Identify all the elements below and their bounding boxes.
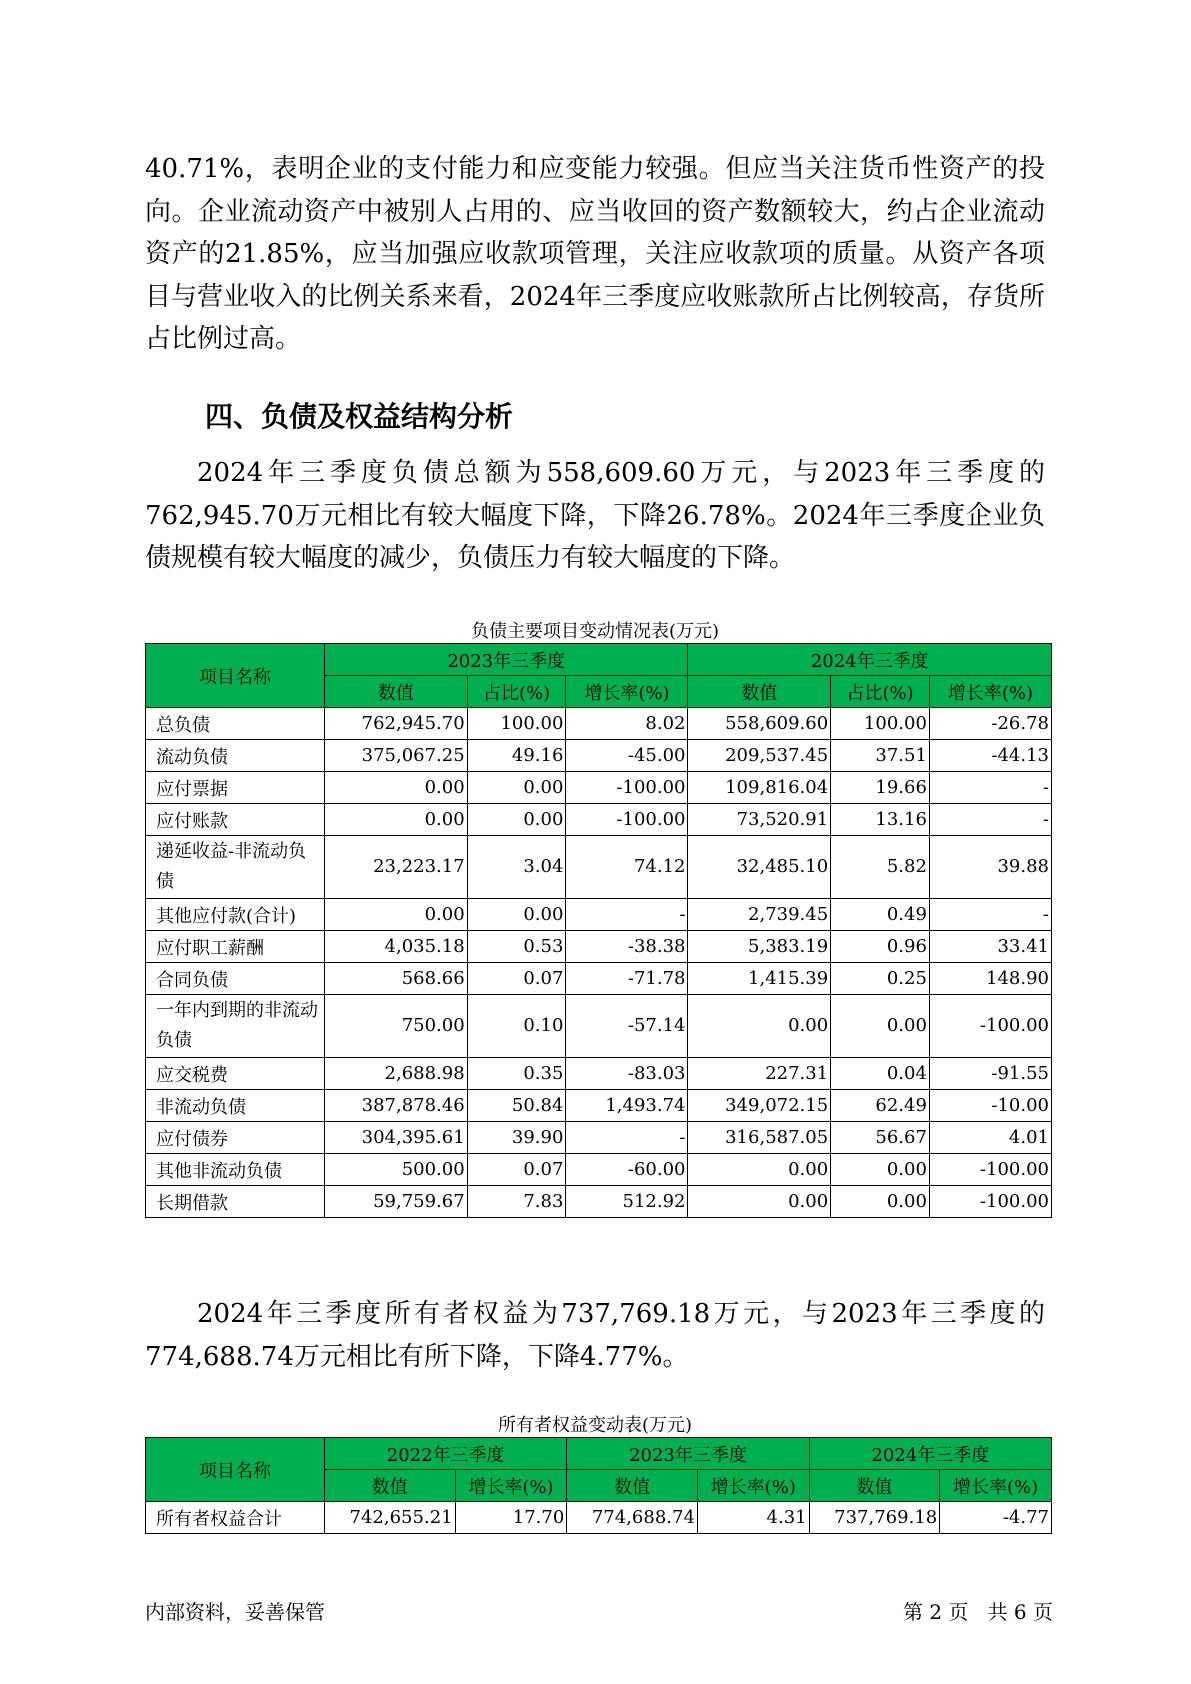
cell-value: 0.00 [831,995,930,1058]
cell-value: 33.41 [929,931,1051,963]
cell-value: 568.66 [325,963,468,995]
cell-value: 148.90 [929,963,1051,995]
col-header-period-2022: 2022年三季度 [325,1438,567,1470]
liability-table [145,643,1052,1218]
col-header-period-2024: 2024年三季度 [688,644,1052,676]
row-label: 应交税费 [146,1058,325,1090]
cell-value: 109,816.04 [688,772,831,804]
cell-value: - [929,804,1051,836]
table-row [146,899,1052,931]
cell-value: 774,688.74 [567,1502,698,1534]
sub-header: 数值 [567,1470,698,1502]
cell-value: 0.35 [467,1058,566,1090]
cell-value: 737,769.18 [809,1502,940,1534]
cell-value: 742,655.21 [325,1502,456,1534]
sub-header: 占比(%) [831,676,930,708]
table-row [146,995,1052,1058]
col-header-item: 项目名称 [146,644,325,708]
footer-page-number: 第 2 页 共 6 页 [903,1600,1053,1624]
row-label: 应付债券 [146,1122,325,1154]
col-header-period-2023: 2023年三季度 [325,644,688,676]
cell-value: 387,878.46 [325,1090,468,1122]
sub-header: 增长率(%) [940,1470,1052,1502]
cell-value: 0.00 [325,804,468,836]
cell-value: 19.66 [831,772,930,804]
cell-value: 13.16 [831,804,930,836]
cell-value: 512.92 [566,1186,688,1218]
cell-value: 8.02 [566,708,688,740]
footer-confidential-note: 内部资料，妥善保管 [145,1600,325,1624]
cell-value: 304,395.61 [325,1122,468,1154]
cell-value: 0.96 [831,931,930,963]
cell-value: -60.00 [566,1154,688,1186]
cell-value: 0.00 [831,1154,930,1186]
cell-value: -100.00 [929,1186,1051,1218]
sub-header: 数值 [325,676,468,708]
table-row [146,1090,1052,1122]
cell-value: - [929,899,1051,931]
cell-value: -71.78 [566,963,688,995]
table-row [146,836,1052,899]
cell-value: 0.00 [467,899,566,931]
cell-value: 375,067.25 [325,740,468,772]
cell-value: 0.07 [467,963,566,995]
cell-value: -38.38 [566,931,688,963]
cell-value: 227.31 [688,1058,831,1090]
cell-value: 5,383.19 [688,931,831,963]
cell-value: 500.00 [325,1154,468,1186]
cell-value: 56.67 [831,1122,930,1154]
row-label: 其他应付款(合计) [146,899,325,931]
paragraph-liability-summary: 2024年三季度负债总额为558,609.60万元，与2023年三季度的762,945.70万元相比有较大幅度下降，下降26.78%。2024年三季度企业负债规模有较大幅度的减少，负债压力有较大幅度的下降。 [145,458,1045,573]
cell-value: 17.70 [455,1502,567,1534]
cell-value: 0.25 [831,963,930,995]
cell-value: 39.90 [467,1122,566,1154]
cell-value: - [929,772,1051,804]
paragraph-asset-summary: 40.71%，表明企业的支付能力和应变能力较强。但应当关注货币性资产的投向。企业流动资产中被别人占用的、应当收回的资产数额较大，约占企业流动资产的21.85%，应当加强应收款项管理，关注应收款项的质量。从资产各项目与营业收入的比例关系来看，2024年三季度应收账款所占比例较高，存货所占比例过高。 [145,154,1045,354]
row-label: 应付账款 [146,804,325,836]
cell-value: 750.00 [325,995,468,1058]
section-heading: 四、负债及权益结构分析 [205,400,514,433]
table-row [146,1502,1052,1534]
row-label: 所有者权益合计 [146,1502,325,1534]
cell-value: 1,493.74 [566,1090,688,1122]
table-row [146,1154,1052,1186]
table-row [146,772,1052,804]
cell-value: 0.00 [688,1186,831,1218]
cell-value: -83.03 [566,1058,688,1090]
cell-value: 0.53 [467,931,566,963]
cell-value: 349,072.15 [688,1090,831,1122]
cell-value: -100.00 [566,772,688,804]
sub-header: 数值 [325,1470,456,1502]
col-header-item: 项目名称 [146,1438,325,1502]
sub-header: 增长率(%) [566,676,688,708]
cell-value: 59,759.67 [325,1186,468,1218]
cell-value: 0.07 [467,1154,566,1186]
cell-value: 209,537.45 [688,740,831,772]
cell-value: 62.49 [831,1090,930,1122]
cell-value: 1,415.39 [688,963,831,995]
row-label: 非流动负债 [146,1090,325,1122]
row-label: 流动负债 [146,740,325,772]
cell-value: -100.00 [929,995,1051,1058]
col-header-period-2023: 2023年三季度 [567,1438,809,1470]
cell-value: 2,739.45 [688,899,831,931]
cell-value: -26.78 [929,708,1051,740]
cell-value: - [566,899,688,931]
cell-value: - [566,1122,688,1154]
cell-value: -100.00 [929,1154,1051,1186]
cell-value: -45.00 [566,740,688,772]
paragraph-equity-summary: 2024年三季度所有者权益为737,769.18万元，与2023年三季度的774,688.74万元相比有所下降，下降4.77%。 [145,1299,1045,1372]
equity-table [145,1437,1052,1534]
cell-value: -100.00 [566,804,688,836]
col-header-period-2024: 2024年三季度 [809,1438,1051,1470]
table2-caption: 所有者权益变动表(万元) [497,1415,693,1436]
cell-value: 5.82 [831,836,930,899]
cell-value: 0.00 [467,804,566,836]
cell-value: 73,520.91 [688,804,831,836]
cell-value: 558,609.60 [688,708,831,740]
cell-value: 0.00 [325,772,468,804]
row-label: 合同负债 [146,963,325,995]
table-row [146,708,1052,740]
sub-header: 增长率(%) [455,1470,567,1502]
table-row [146,804,1052,836]
cell-value: 0.00 [688,1154,831,1186]
sub-header: 占比(%) [467,676,566,708]
row-label: 递延收益-非流动负债 [146,836,325,899]
cell-value: 7.83 [467,1186,566,1218]
row-label: 一年内到期的非流动负债 [146,995,325,1058]
cell-value: -44.13 [929,740,1051,772]
cell-value: -10.00 [929,1090,1051,1122]
row-label: 其他非流动负债 [146,1154,325,1186]
cell-value: 0.49 [831,899,930,931]
cell-value: 762,945.70 [325,708,468,740]
table-row [146,1122,1052,1154]
cell-value: 37.51 [831,740,930,772]
cell-value: 39.88 [929,836,1051,899]
cell-value: 32,485.10 [688,836,831,899]
cell-value: -4.77 [940,1502,1052,1534]
cell-value: 0.00 [467,772,566,804]
cell-value: 0.00 [688,995,831,1058]
cell-value: 50.84 [467,1090,566,1122]
table-row [146,1058,1052,1090]
cell-value: 0.10 [467,995,566,1058]
row-label: 长期借款 [146,1186,325,1218]
sub-header: 数值 [809,1470,940,1502]
cell-value: 4.01 [929,1122,1051,1154]
cell-value: 74.12 [566,836,688,899]
cell-value: 2,688.98 [325,1058,468,1090]
cell-value: 100.00 [831,708,930,740]
table-row [146,963,1052,995]
table-row [146,931,1052,963]
cell-value: -57.14 [566,995,688,1058]
cell-value: 49.16 [467,740,566,772]
sub-header: 增长率(%) [697,1470,809,1502]
cell-value: 4.31 [697,1502,809,1534]
cell-value: 316,587.05 [688,1122,831,1154]
row-label: 应付职工薪酬 [146,931,325,963]
cell-value: -91.55 [929,1058,1051,1090]
table-row [146,1186,1052,1218]
cell-value: 23,223.17 [325,836,468,899]
row-label: 应付票据 [146,772,325,804]
cell-value: 3.04 [467,836,566,899]
row-label: 总负债 [146,708,325,740]
cell-value: 0.00 [831,1186,930,1218]
table-row [146,740,1052,772]
cell-value: 100.00 [467,708,566,740]
table1-caption: 负债主要项目变动情况表(万元) [470,621,720,642]
sub-header: 增长率(%) [929,676,1051,708]
sub-header: 数值 [688,676,831,708]
cell-value: 0.00 [325,899,468,931]
cell-value: 0.04 [831,1058,930,1090]
cell-value: 4,035.18 [325,931,468,963]
